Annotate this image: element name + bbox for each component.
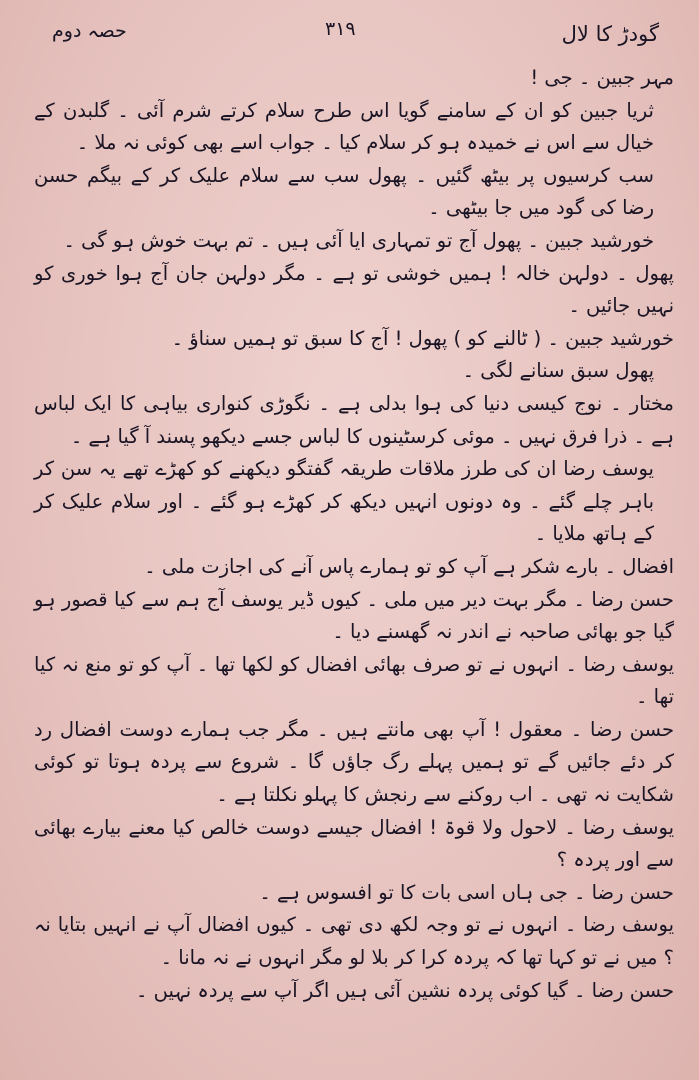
paragraph: حسن رضا ۔ مگر بہت دیر میں ملی ۔ کیوں ڈیر یوسف آج ہم سے کیا قصور ہو گیا جو بھائی صاحبہ نے اندر نہ گھسنے دیا ۔ — [34, 587, 674, 644]
paragraph: یوسف رضا ۔ انہوں نے تو صرف بھائی افضال کو لکھا تھا ۔ آپ کو تو منع نہ کیا تھا ۔ — [34, 652, 674, 709]
page-header — [0, 14, 699, 50]
paragraph: پھول سبق سنانے لگی ۔ — [462, 359, 654, 383]
paragraph: یوسف رضا ۔ لاحول ولا قوۃ ! افضال جیسے دوست خالص کیا معنے بیارے بھائی سے اور پردہ ؟ — [34, 815, 674, 872]
page-body — [34, 62, 674, 1007]
paragraph: مختار ۔ نوج کیسی دنیا کی ہوا بدلی ہے ۔ نگوڑی کنواری بیاہی کا ایک لباس ہے ۔ ذرا فرق نہیں ۔ موئی کرسٹینوں کا لباس جسے دیکھو پسند آ گیا ہے ۔ — [34, 391, 674, 448]
paragraph: سب کرسیوں پر بیٹھ گئیں ۔ پھول سب سے سلام علیک کر کے بیگم حسن رضا کی گود میں جا بیٹھی ۔ — [34, 163, 654, 220]
paragraph: افضال ۔ بارے شکر ہے آپ کو تو ہمارے پاس آنے کی اجازت ملی ۔ — [144, 554, 674, 578]
paragraph: حسن رضا ۔ جی ہاں اسی بات کا تو افسوس ہے ۔ — [259, 880, 674, 904]
paragraph: حسن رضا ۔ گیا کوئی پردہ نشین آئی ہیں اگر آپ سے پردہ نہیں ۔ — [136, 978, 674, 1002]
paragraph: خورشید جبین ۔ ( ٹالنے کو ) پھول ! آج کا سبق تو ہمیں سناؤ ۔ — [171, 326, 674, 350]
paragraph: ثریا جبین کو ان کے سامنے گویا اس طرح سلام کرتے شرم آئی ۔ گلبدن کے خیال سے اس نے خمیدہ ہو کر سلام کیا ۔ جواب اسے بھی کوئی نہ ملا ۔ — [34, 98, 654, 155]
paragraph: یوسف رضا ۔ انہوں نے تو وجہ لکھ دی تھی ۔ کیوں افضال آپ نے انہیں بتایا نہ ؟ میں نے تو کہا تھا کہ پردہ کرا کر بلا لو مگر انہوں نے نہ مانا ۔ — [34, 913, 674, 970]
page-number: ۳۱۹ — [325, 18, 356, 40]
book-title: گودڑ کا لال — [561, 22, 659, 46]
paragraph: حسن رضا ۔ معقول ! آپ بھی مانتے ہیں ۔ مگر جب ہمارے دوست افضال رد کر دئے جائیں گے تو ہمیں پہلے رگ جاؤں گا ۔ شروع سے پردہ ہوتا تو کوئی شکایت نہ تھی ۔ اب روکنے سے رنجش کا پہلو نکلتا ہے ۔ — [34, 717, 674, 807]
paragraph: پھول ۔ دولہن خالہ ! ہمیں خوشی تو ہے ۔ مگر دولہن جان آج ہوا خوری کو نہیں جائیں ۔ — [34, 261, 674, 318]
paragraph: یوسف رضا ان کی طرز ملاقات طریقہ گفتگو دیکھنے کو کھڑے تھے یہ سن کر باہر چلے گئے ۔ وہ دونوں انہیں دیکھ کر کھڑے ہو گئے ۔ اور سلام علیک کر کے ہاتھ ملایا ۔ — [34, 457, 654, 546]
section-label: حصہ دوم — [52, 20, 127, 42]
paragraph: مہر جبین ۔ جی ! — [530, 66, 674, 89]
paragraph: خورشید جبین ۔ پھول آج تو تمہاری ایا آئی ہیں ۔ تم بہت خوش ہو گی ۔ — [63, 228, 654, 252]
